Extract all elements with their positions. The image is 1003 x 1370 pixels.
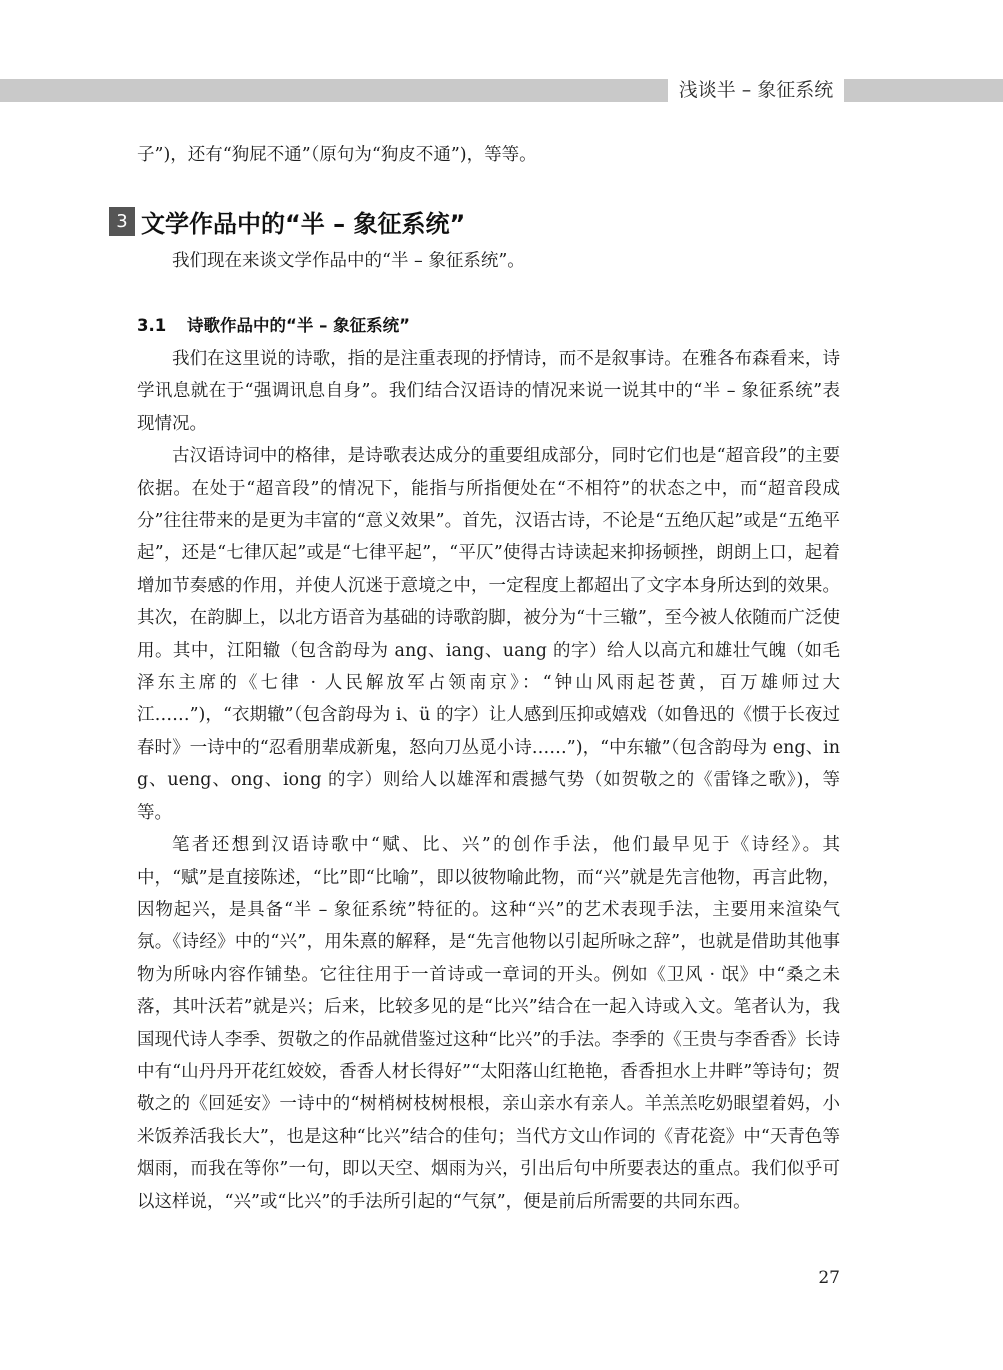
section-number-badge: 3 — [109, 207, 135, 236]
body-paragraph-1: 我们在这里说的诗歌，指的是注重表现的抒情诗，而不是叙事诗。在雅各布森看来，诗学讯息就在于“强调讯息自身”。我们结合汉语诗的情况来说一说其中的“半 – 象征系统”表现情况。 — [137, 349, 840, 434]
continued-paragraph — [137, 139, 840, 171]
section-heading — [109, 203, 465, 239]
running-header-title: 浅谈半 – 象征系统 — [668, 76, 844, 104]
page-number: 27 — [818, 1268, 840, 1288]
body-paragraph-3: 笔者还想到汉语诗歌中“赋、比、兴”的创作手法，他们最早见于《诗经》。其中，“赋”是直接陈述，“比”即“比喻”，即以彼物喻此物，而“兴”就是先言他物，再言此物，因物起兴，是具备“半 – 象征系统”特征的。这种“兴”的艺术表现手法，主要用来渲染气氛。《诗经》中的“兴”，用朱熹的解释，是“先言他物以引起所咏之辞”，也就是借助其他事物为所咏内容作铺垫。它往往用于一首诗或一章词的开头。例如《卫风 · 氓》中“桑之未落，其叶沃若”就是兴；后来，比较多见的是“比兴”结合在一起入诗或入文。笔者认为，我国现代诗人李季、贺敬之的作品就借鉴过这种“比兴”的手法。李季的《王贵与李香香》长诗中有“山丹丹开花红姣姣，香香人材长得好”“太阳落山红艳艳，香香担水上井畔”等诗句；贺敬之的《回延安》一诗中的“树梢树枝树根根，亲山亲水有亲人。羊羔羔吃奶眼望着妈，小米饭养活我长大”，也是这种“比兴”结合的佳句；当代方文山作词的《青花瓷》中“天青色等烟雨，而我在等你”一句，即以天空、烟雨为兴，引出后句中所要表达的重点。我们似乎可以这样说，“兴”或“比兴”的手法所引起的“气氛”，便是前后所需要的共同东西。 — [137, 835, 840, 1212]
section-intro-paragraph: 我们现在来谈文学作品中的“半 – 象征系统”。 — [172, 251, 525, 271]
section-title: 文学作品中的“半 – 象征系统” — [141, 209, 466, 238]
body-paragraph-2: 古汉语诗词中的格律，是诗歌表达成分的重要组成部分，同时它们也是“超音段”的主要依据。在处于“超音段”的情况下，能指与所指便处在“不相符”的状态之中，而“超音段成分”往往带来的是更为丰富的“意义效果”。首先，汉语古诗，不论是“五绝仄起”或是“五绝平起”，还是“七律仄起”或是“七律平起”，“平仄”使得古诗读起来抑扬顿挫，朗朗上口，起着增加节奏感的作用，并使人沉迷于意境之中，一定程度上都超出了文字本身所达到的效果。其次，在韵脚上，以北方语音为基础的诗歌韵脚，被分为“十三辙”，至今被人依随而广泛使用。其中，江阳辙（包含韵母为 ang、iang、uang 的字）给人以高亢和雄壮气魄（如毛泽东主席的《七律 · 人民解放军占领南京》：“钟山风雨起苍黄，百万雄师过大江……”)，“衣期辙”（包含韵母为 i、ü 的字）让人感到压抑或嬉戏（如鲁迅的《惯于长夜过春时》一诗中的“忍看朋辈成新鬼，怒向刀丛觅小诗……”)，“中东辙”（包含韵母为 eng、ing、ueng、ong、iong 的字）则给人以雄浑和震撼气势（如贺敬之的《雷锋之歌》)，等等。 — [137, 446, 840, 823]
paragraph-continued-text: 子”)，还有“狗屁不通”（原句为“狗皮不通”)，等等。 — [137, 145, 537, 165]
subsection-heading — [137, 312, 410, 336]
subsection-title: 诗歌作品中的“半 – 象征系统” — [187, 316, 410, 335]
subsection-number: 3.1 — [137, 316, 167, 335]
running-header-band — [0, 79, 1003, 102]
subsection-body — [137, 343, 840, 1218]
section-intro — [137, 245, 840, 277]
